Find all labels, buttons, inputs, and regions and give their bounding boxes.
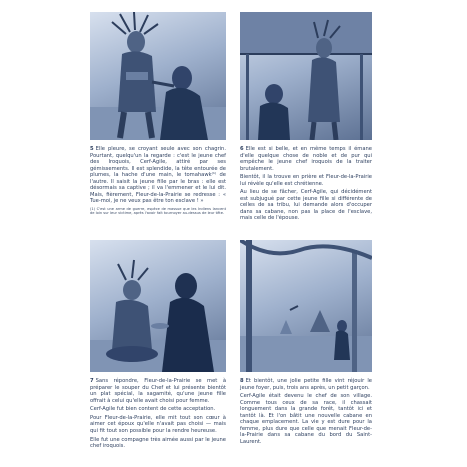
woman-at-lodge-drawing xyxy=(240,12,372,140)
caption-7 xyxy=(90,378,226,452)
caption-8-paragraph-2: Cerf-Agile était devenu le chef de son village. Comme tous ceux de sa race, il chassait longuement dans la grande forêt, tantôt ici et tantôt là. Et l'on bâtit une nouvelle cabane en chaque emplacement. La vie y est dure pour la femme, plus dure que celle que menait Fleur-de-la-Prairie dans sa cabane du bord du Saint-Laurent. xyxy=(240,393,372,445)
illustration-7 xyxy=(90,240,226,372)
caption-5-number: 5 xyxy=(90,146,94,152)
caption-7-paragraph-3: Pour Fleur-de-la-Prairie, elle mit tout son cœur à aimer cet époux qu'elle n'avait pas choisi — mais qui fit tout son possible pour la rendre heureuse. xyxy=(90,414,226,434)
illustration-8 xyxy=(240,240,372,372)
caption-7-paragraph-2: Cerf-Agile fut bien content de cette acceptation. xyxy=(90,406,216,413)
caption-7-paragraph-4: Elle fut une compagne très aimée aussi par le jeune chef iroquois. xyxy=(90,436,226,450)
caption-6 xyxy=(240,146,372,224)
forest-camp-drawing xyxy=(240,240,372,372)
caption-8 xyxy=(240,378,372,447)
warrior-and-maiden-drawing xyxy=(90,12,226,140)
caption-7-number: 7 xyxy=(90,378,94,384)
caption-6-paragraph-1: Elle est si belle, et en même temps il émane d'elle quelque chose de noble et de pur qui empêche le jeune chef iroquois de la traiter brutalement. xyxy=(240,146,372,172)
caption-6-paragraph-3: Au lieu de se fâcher, Cerf-Agile, qui décidément est subjugué par cette jeune fille si différente de celles de sa tribu, lui demande alors d'occuper dans sa cabane, non pas la place de l'esclave, mais celle de l'épouse. xyxy=(240,189,372,222)
caption-8-number: 8 xyxy=(240,378,244,384)
caption-6-number: 6 xyxy=(240,146,244,152)
illustration-5 xyxy=(90,12,226,140)
maiden-serving-chief-drawing xyxy=(90,240,226,372)
caption-8-paragraph-1: Et bientôt, une jolie petite fille vint réjouir le jeune foyer, puis, trois ans après, un petit garçon. xyxy=(240,378,372,391)
illustration-6 xyxy=(240,12,372,140)
caption-5-text: Elle pleure, se croyant seule avec son chagrin. Pourtant, quelqu'un la regarde : c'est le jeune chef des Iroquois, Cerf-Agile, attiré par ses gémissements. Il est splendide, la tête entourée de plumes, la hache d'une main, le tomahawk⁽¹⁾ de l'autre. Il saisit la jeune fille par le bras : elle est désormais sa captive ; il va l'emmener et le lui dit. Mais, fièrement, Fleur-de-la-Prairie se redresse : « Tue-moi, je ne veux pas être ton esclave ! » xyxy=(90,146,226,204)
caption-5 xyxy=(90,146,226,216)
caption-5-footnote: (1) C'est une arme de guerre, espèce de massue que les Indiens lancent de loin sur leur victime, après l'avoir fait tournoyer au-dessus de leur tête. xyxy=(90,206,226,216)
caption-6-paragraph-2: Bientôt, il la trouve en prière et Fleur-de-la-Prairie lui révèle qu'elle est chrétienne. xyxy=(240,174,372,187)
caption-7-paragraph-1: Sans répondre, Fleur-de-la-Prairie se met à préparer le souper du Chef et lui présente bientôt un plat spécial, la sagamité, qu'une jeune fille offrait à celui qu'elle avait choisi pour femme. xyxy=(90,378,226,404)
